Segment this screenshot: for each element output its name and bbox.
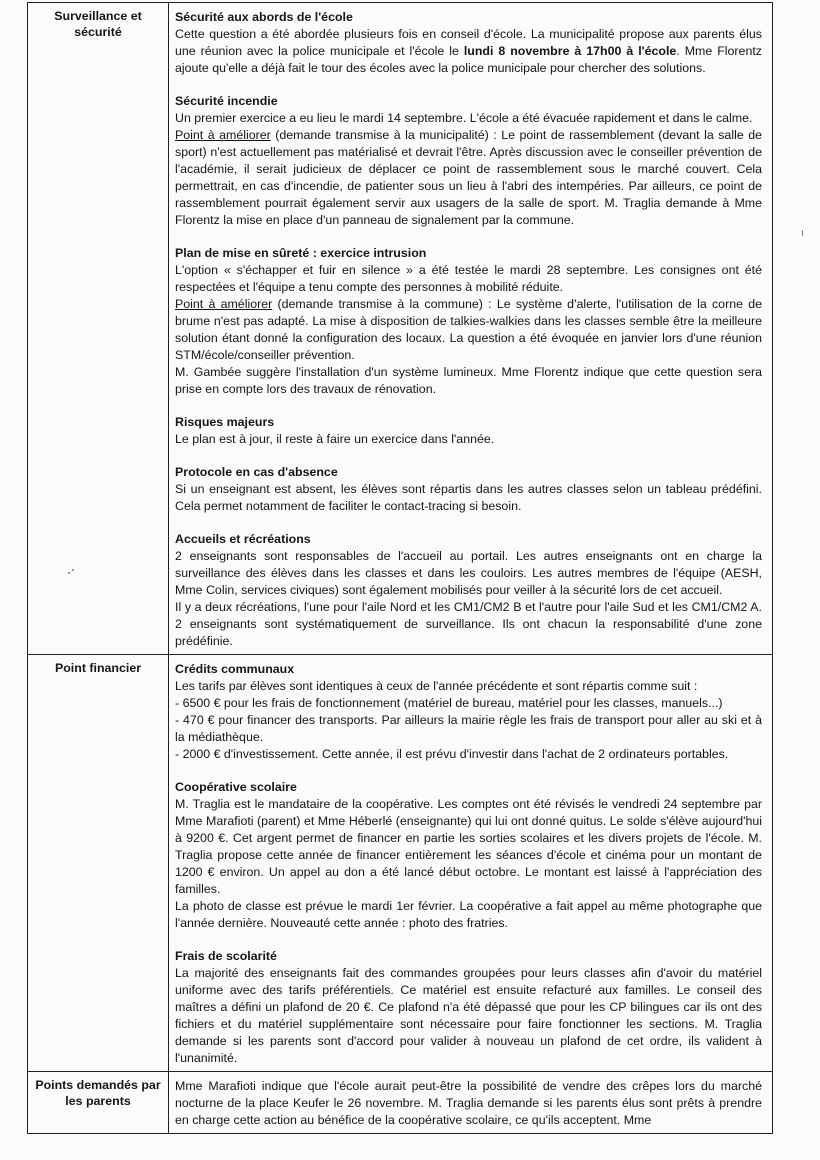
- paragraph: [175, 746, 762, 763]
- content-section: [175, 245, 762, 398]
- content-section: [175, 779, 762, 932]
- agenda-topic: Point financier: [28, 655, 169, 1072]
- content-section: [175, 464, 762, 515]
- agenda-row: [28, 3, 773, 655]
- text-run: M. Traglia est le mandataire de la coopérative. Les comptes ont été révisés le vendredi 24 septembre par Mme Marafioti (parent) et Mme Héberlé (enseignante) qui lui ont donné quitus. Le solde s'élève aujourd'hui à 9200 €. Cet argent permet de financer en partie les sorties scolaires et les divers projets de l'école. M. Traglia propose cette année de financer entièrement les séances d'école et cinéma pour un montant de 1200 € environ. Un appel au don a été lancé début octobre. Le montant est laissé à l'appréciation des familles.: [175, 797, 762, 896]
- content-section: [175, 414, 762, 448]
- content-section: [175, 661, 762, 763]
- paragraph: [175, 695, 762, 712]
- text-run: Les tarifs par élèves sont identiques à ceux de l'année précédente et sont répartis comme suit :: [175, 679, 698, 693]
- paragraph: [175, 678, 762, 695]
- agenda-content: [169, 3, 773, 655]
- agenda-topic: Surveillance et sécurité: [28, 3, 169, 655]
- paragraph: [175, 481, 762, 515]
- content-section: [175, 93, 762, 229]
- text-run: La majorité des enseignants fait des commandes groupées pour leurs classes afin d'avoir du matériel uniforme avec des tarifs préférentiels. Ce matériel est ensuite refacturé aux familles. Le conseil des maîtres a défini un plafond de 20 €. Ce plafond n'a été dépassé que pour les CP bilingues car ils ont des fichiers et du matériel supplémentaire sont nécessaire pour faire fonctionner les sections. M. Traglia demande si les parents sont d'accord pour valider à nouveau un plafond de cet ordre, ils valident à l'unanimité.: [175, 966, 762, 1065]
- content-section: [175, 531, 762, 650]
- paragraph: [175, 127, 762, 229]
- paragraph: [175, 796, 762, 898]
- text-run: (demande transmise à la municipalité) : Le point de rassemblement (devant la salle de sport) n'est actuellement pas matérialisé et devrait l'être. Après discussion avec le conseiller prévention de l'académie, il serait judicieux de déplacer ce point de rassemblement sous le marché couvert. Cela permettrait, en cas d'incendie, de patienter sous un lieu à l'abri des intempéries. Par ailleurs, ce point de rassemblement pourrait également servir aux usagers de la salle de sport. M. Traglia demande à Mme Florentz la mise en place d'un panneau de signalement par la commune.: [175, 128, 762, 227]
- underlined-text: Point à améliorer: [175, 297, 273, 311]
- paragraph: [175, 1078, 762, 1129]
- content-section: [175, 9, 762, 77]
- scan-speck: [68, 572, 70, 574]
- text-run: Mme Marafioti indique que l'école aurait peut-être la possibilité de vendre des crêpes lors du marché nocturne de la place Keufer le 26 novembre. M. Traglia demande si les parents élus sont prêts à prendre en charge cette action au bénéfice de la coopérative scolaire, ce qu'ils acceptent. Mme: [175, 1079, 762, 1127]
- text-run: - 2000 € d'investissement. Cette année, il est prévu d'investir dans l'achat de 2 ordinateurs portables.: [175, 747, 729, 761]
- underlined-text: Point à améliorer: [175, 128, 271, 142]
- text-run: (demande transmise à la commune) : Le système d'alerte, l'utilisation de la corne de brume n'est pas adapté. La mise à disposition de talkies-walkies dans les classes semble être la meilleure solution étant donné la configuration des locaux. La question a été évoquée en janvier lors d'une réunion STM/école/conseiller prévention.: [175, 297, 762, 362]
- text-run: Il y a deux récréations, l'une pour l'aile Nord et les CM1/CM2 B et l'autre pour l'aile Sud et les CM1/CM2 A. 2 enseignants sont systématiquement de surveillance. Ils ont chacun la responsabilité d'une zone prédéfinie.: [175, 600, 762, 648]
- section-title: Sécurité aux abords de l'école: [175, 10, 353, 24]
- paragraph: [175, 364, 762, 398]
- section-title: Sécurité incendie: [175, 94, 278, 108]
- text-run: - 6500 € pour les frais de fonctionnement (matériel de bureau, matériel pour les classes, manuels...): [175, 696, 723, 710]
- section-title: Protocole en cas d'absence: [175, 465, 338, 479]
- text-run: La photo de classe est prévue le mardi 1er février. La coopérative a fait appel au même photographe que l'année dernière. Nouveauté cette année : photo des fratries.: [175, 899, 762, 930]
- agenda-row: [28, 1072, 773, 1134]
- content-section: [175, 1078, 762, 1129]
- section-title: Frais de scolarité: [175, 949, 277, 963]
- text-run: . Mme Florentz ajoute qu'elle a déjà fait le tour des écoles avec la police municipale pour chercher des solutions.: [175, 44, 762, 75]
- paragraph: [175, 26, 762, 77]
- scan-speck: [72, 569, 74, 571]
- paragraph: [175, 712, 762, 746]
- scan-speck: [802, 230, 803, 236]
- paragraph: [175, 898, 762, 932]
- text-run: L'option « s'échapper et fuir en silence » a été testée le mardi 28 septembre. Les consignes ont été respectées et l'équipe a tenu compte des personnes à mobilité réduite.: [175, 263, 762, 294]
- paragraph: [175, 599, 762, 650]
- paragraph: [175, 262, 762, 296]
- section-title: Coopérative scolaire: [175, 780, 297, 794]
- paragraph: [175, 296, 762, 364]
- agenda-row: [28, 655, 773, 1072]
- section-title: Plan de mise en sûreté : exercice intrusion: [175, 246, 427, 260]
- text-run: 2 enseignants sont responsables de l'accueil au portail. Les autres enseignants ont en charge la surveillance des élèves dans les classes et dans les couloirs. Les autres membres de l'équipe (AESH, Mme Colin, services civiques) sont également mobilisés pour veiller à la sécurité lors de cet accueil.: [175, 549, 762, 597]
- content-section: [175, 948, 762, 1067]
- section-title: Risques majeurs: [175, 415, 275, 429]
- text-run: Le plan est à jour, il reste à faire un exercice dans l'année.: [175, 432, 495, 446]
- agenda-topic: Points demandés par les parents: [28, 1072, 169, 1134]
- bold-text: lundi 8 novembre à 17h00 à l'école: [463, 44, 677, 58]
- paragraph: [175, 431, 762, 448]
- text-run: M. Gambée suggère l'installation d'un système lumineux. Mme Florentz indique que cette question sera prise en compte lors des travaux de rénovation.: [175, 365, 762, 396]
- section-title: Crédits communaux: [175, 662, 295, 676]
- text-run: - 470 € pour financer des transports. Par ailleurs la mairie règle les frais de transport pour aller au ski et à la médiathèque.: [175, 713, 762, 744]
- minutes-table: [27, 2, 773, 1134]
- text-run: Cette question a été abordée plusieurs fois en conseil d'école. La municipalité propose aux parents élus une réunion avec la police municipale et l'école le: [175, 27, 762, 58]
- paragraph: [175, 110, 762, 127]
- paragraph: [175, 548, 762, 599]
- text-run: Si un enseignant est absent, les élèves sont répartis dans les autres classes selon un tableau prédéfini. Cela permet notamment de faciliter le contact-tracing si besoin.: [175, 482, 762, 513]
- section-title: Accueils et récréations: [175, 532, 311, 546]
- paragraph: [175, 965, 762, 1067]
- text-run: Un premier exercice a eu lieu le mardi 14 septembre. L'école a été évacuée rapidement et dans le calme.: [175, 111, 753, 125]
- agenda-content: [169, 1072, 773, 1134]
- agenda-content: [169, 655, 773, 1072]
